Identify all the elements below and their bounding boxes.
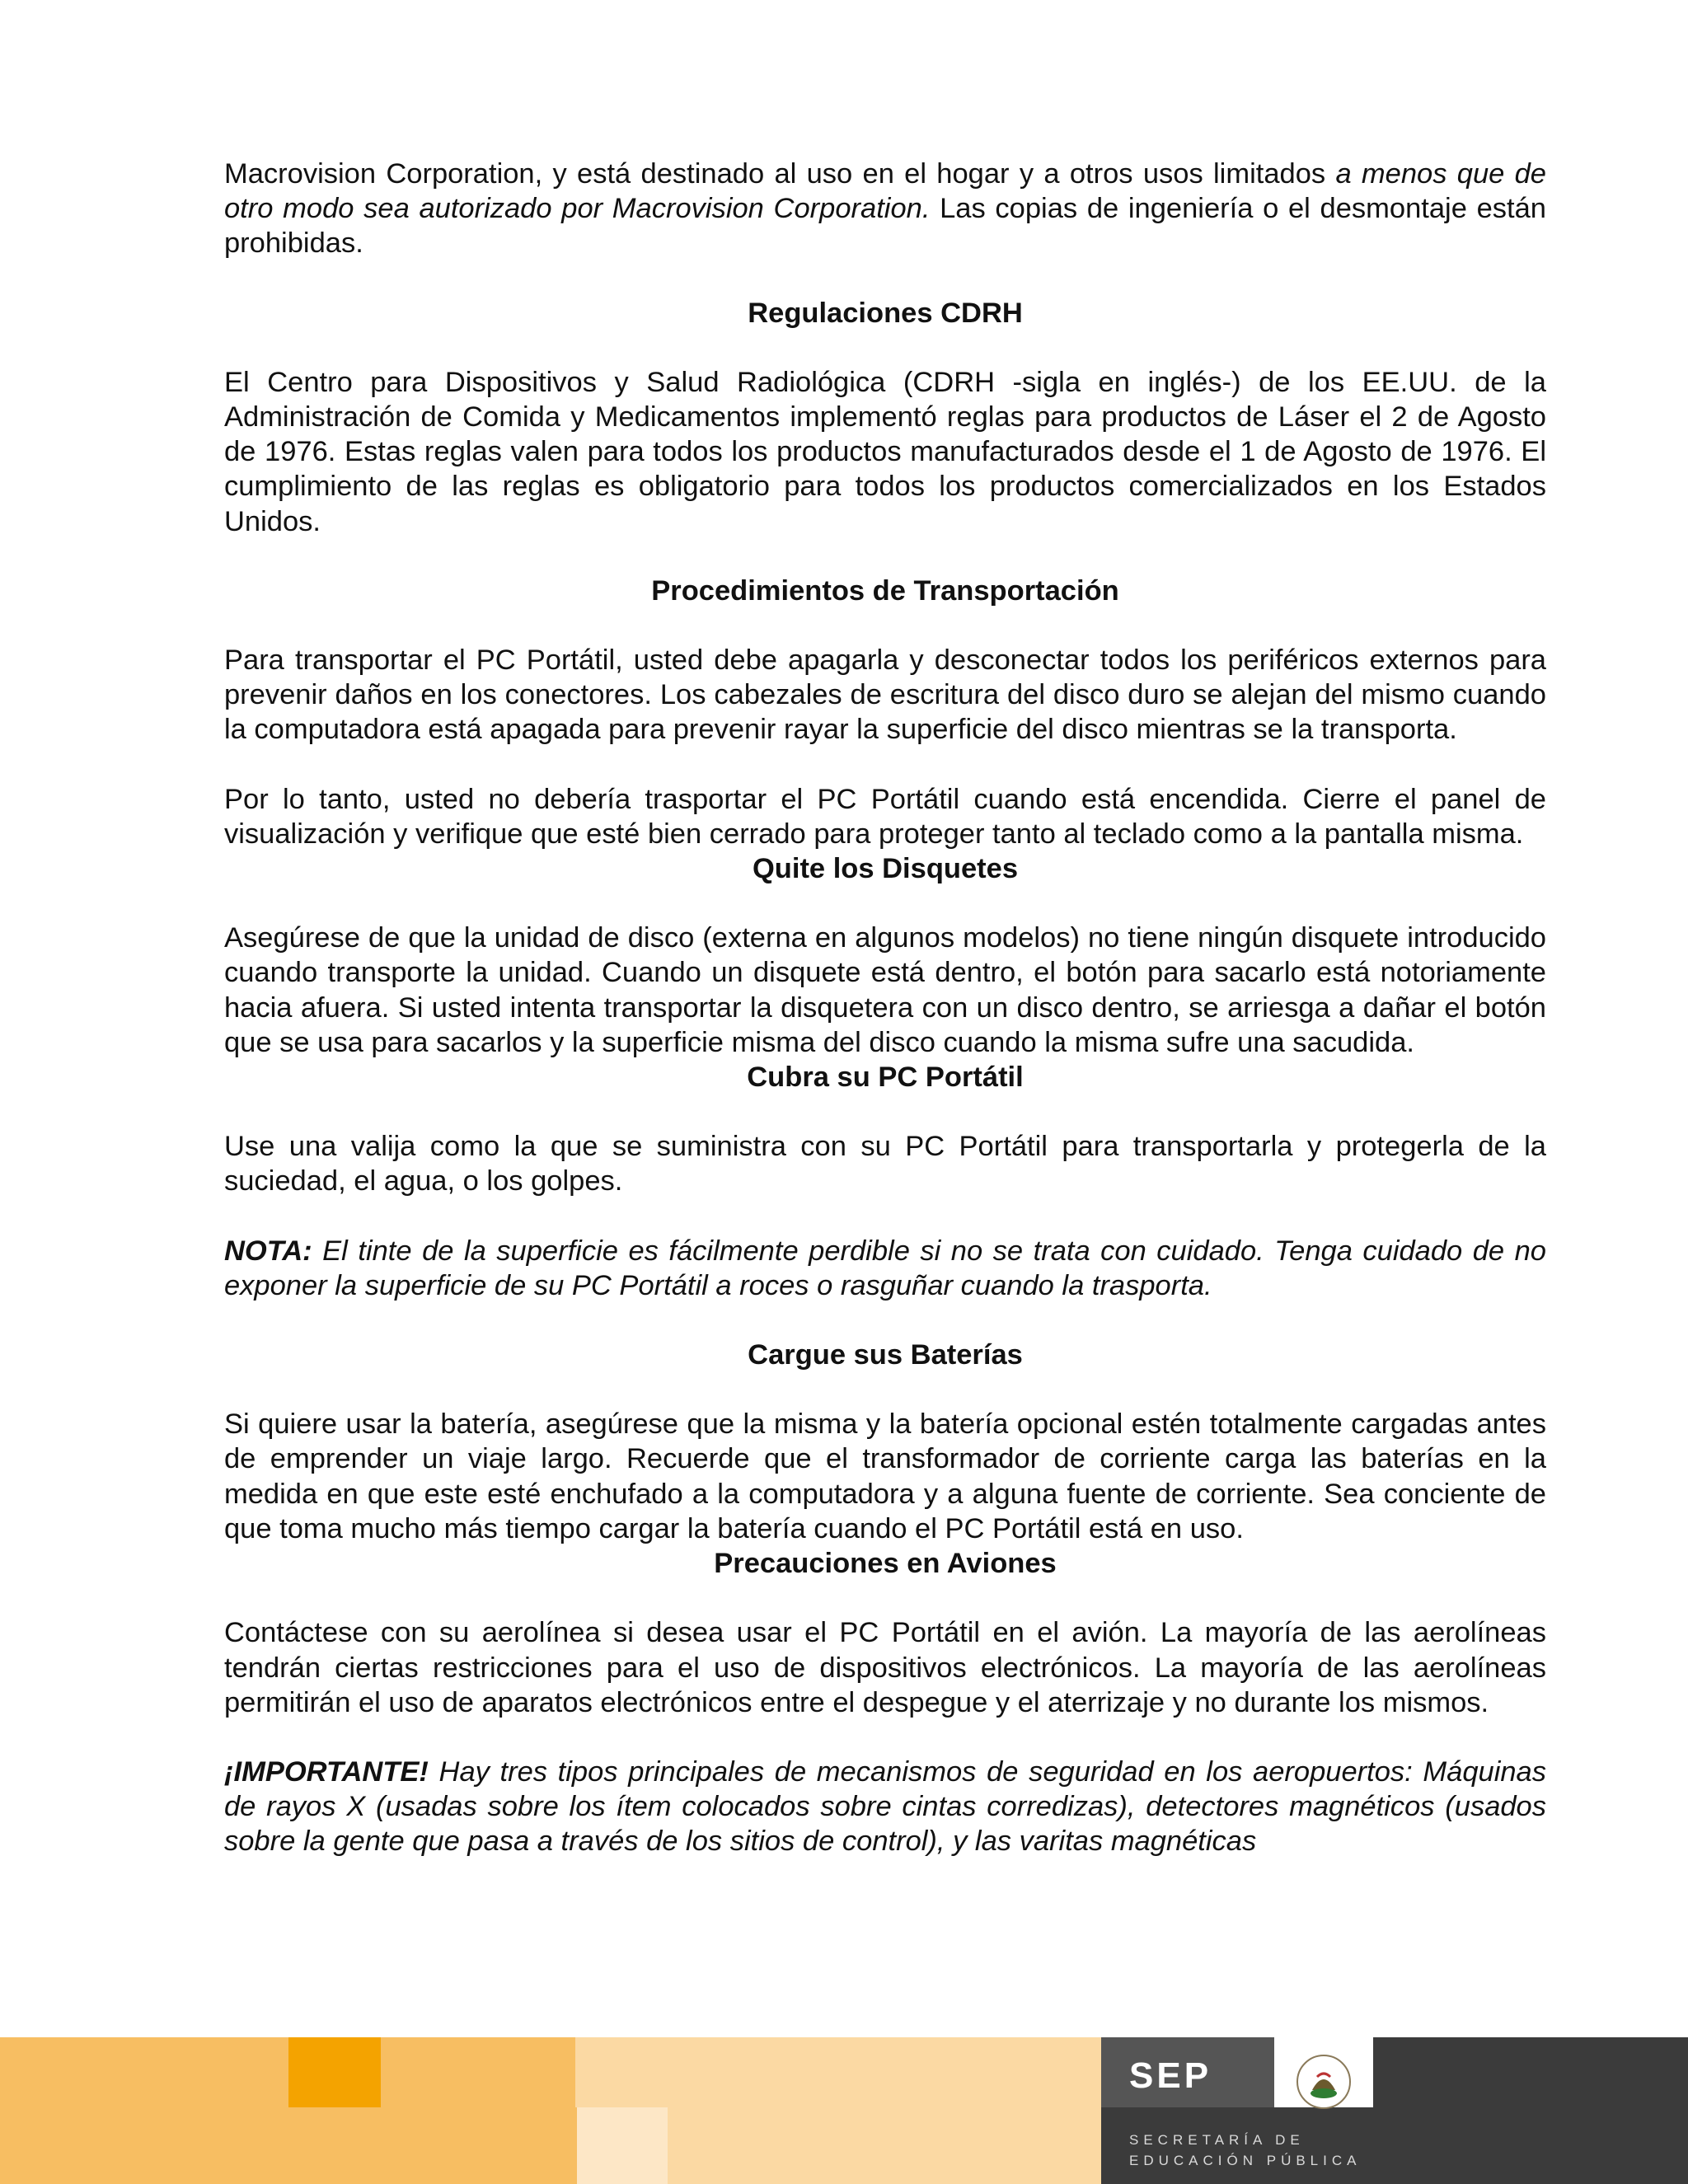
paragraph-macrovision [224,157,1546,261]
heading-baterias: Cargue sus Baterías [748,1339,1023,1371]
paragraph-aviones: Contáctese con su aerolínea si desea usar el PC Portátil en el avión. La mayoría de las aerolíneas tendrán ciertas restricciones para el uso de dispositivos electrónicos. La mayoría de las aerolíneas permitirán el uso de aparatos electrónicos entre el despegue y el aterrizaje y no durante los mismos. [224,1617,1546,1718]
footer-block [381,2037,575,2107]
nota-label: NOTA: [224,1235,312,1267]
footer-block [0,2107,577,2184]
heading-cdrh: Regulaciones CDRH [748,297,1023,329]
paragraph-baterias: Si quiere usar la batería, asegúrese que la misma y la batería opcional estén totalmente cargadas antes de emprender un viaje largo. Recuerde que el transformador de corriente carga las baterías en la medida en que este esté enchufado a la computadora y a alguna fuente de corriente. Sea conciente de que toma mucho más tiempo cargar la batería cuando el PC Portátil está en uso. [224,1408,1546,1544]
importante-text: Hay tres tipos principales de mecanismos de seguridad en los aeropuertos: Máquinas de rayos X (usadas sobre los ítem colocados sobre cintas corredizas), detectores magnéticos (usados sobre la gente que pasa a través de los sitios de control), y las varitas magnéticas [224,1755,1546,1858]
footer-block [288,2037,381,2107]
paragraph-importante [224,1755,1546,1859]
mexico-seal-icon [1287,2052,1360,2125]
paragraph-transport-2: Por lo tanto, usted no debería trasportar el PC Portátil cuando está encendida. Cierre el panel de visualización y verifique que esté bien cerrado para proteger tanto al teclado como a la pantalla misma. [224,783,1546,850]
footer-block [0,2037,288,2107]
heading-transport: Procedimientos de Transportación [651,574,1119,607]
paragraph-transport-1: Para transportar el PC Portátil, usted debe apagarla y desconectar todos los periféricos externos para prevenir daños en los conectores. Los cabezales de escritura del disco duro se alejan del mismo cuando la computadora está apagada para prevenir rayar la superficie del disco mientras se la transporta. [224,644,1546,746]
footer-band [0,2037,1688,2184]
paragraph-cubra: Use una valija como la que se suministra con su PC Portátil para transportarla y protegerla de la suciedad, el agua, o los golpes. [224,1131,1546,1197]
footer-block [577,2107,668,2184]
importante-label: ¡IMPORTANTE! [224,1755,429,1788]
paragraph-cdrh: El Centro para Dispositivos y Salud Radiológica (CDRH -sigla en inglés-) de los EE.UU. de la Administración de Comida y Medicamentos implementó reglas para productos de Láser el 2 de Agosto de 1976. Estas reglas valen para todos los productos manufacturados desde el 1 de Agosto de 1976. El cumplimiento de las reglas es obligatorio para todos los productos comercializados en los Estados Unidos. [224,366,1546,537]
footer-block [575,2037,1101,2107]
heading-cubra: Cubra su PC Portátil [747,1062,1024,1094]
sep-name-line1: SECRETARÍA DE [1129,2132,1305,2148]
nota-text: El tinte de la superficie es fácilmente perdible si no se trata con cuidado. Tenga cuidado de no exponer la superficie de su PC Portátil a roces o rasguñar cuando la trasporta. [224,1235,1546,1301]
sep-logo: SEP [1129,2055,1212,2096]
sep-name-line2: EDUCACIÓN PÚBLICA [1129,2153,1362,2168]
document-body [224,157,1546,1859]
paragraph-disquetes: Asegúrese de que la unidad de disco (externa en algunos modelos) no tiene ningún disquete introducido cuando transporte la unidad. Cuando un disquete está dentro, el botón para sacarlo está notoriamente hacia afuera. Si usted intenta transportar la disquetera con un disco dentro, se arriesga a dañar el botón que se usa para sacarlos y la superficie misma del disco cuando la misma sufre una sacudida. [224,922,1546,1058]
text-run: Macrovision Corporation, y está destinado al uso en el hogar y a otros usos limitados [224,158,1336,190]
footer-block [668,2107,1101,2184]
heading-aviones: Precauciones en Aviones [714,1548,1057,1580]
heading-disquetes: Quite los Disquetes [752,853,1019,885]
text-run-italic: a menos que de otro modo sea autorizado por Macrovision Corporation. [224,158,1546,225]
paragraph-nota [224,1234,1546,1303]
text-run: Las copias de ingeniería o el desmontaje están prohibidas. [224,193,1546,260]
